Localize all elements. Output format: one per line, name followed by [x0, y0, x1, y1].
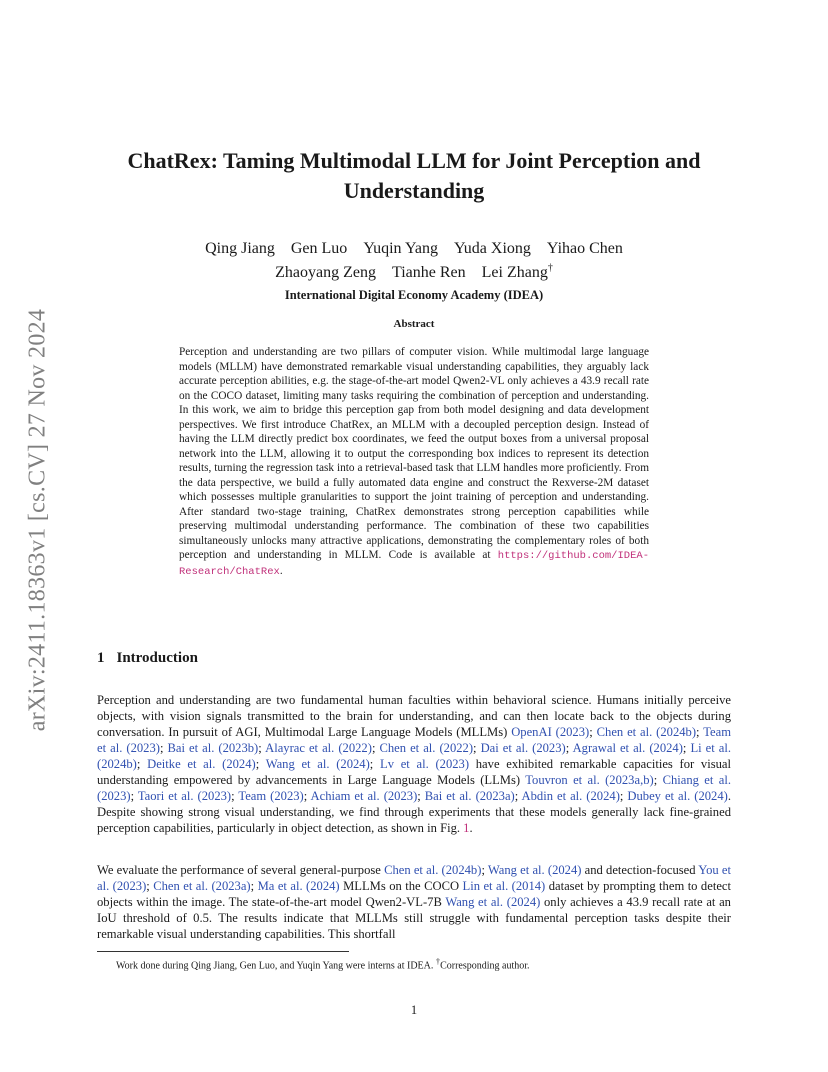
paper-title: ChatRex: Taming Multimodal LLM for Joint Perception and Understanding: [127, 148, 701, 203]
citation-link[interactable]: Taori et al. (2023): [137, 789, 232, 803]
citation-link[interactable]: OpenAI (2023): [511, 725, 590, 739]
abstract-body: Perception and understanding are two pillars of computer vision. While multimodal large language models (MLLM) have demonstrated remarkable visual understanding capabilities, they arguably lack accurate perception abilities, e.g. the stage-of-the-art model Qwen2-VL only achieves a 43.9 recall rate on the COCO dataset, limiting many tasks requiring the combination of perception and understanding. In this work, we aim to bridge this perception gap from both model designing and data development perspectives. We first introduce ChatRex, an MLLM with a decoupled perception design. Instead of having the LLM directly predict box coordinates, we feed the output boxes from a universal proposal network into the LLM, allowing it to output the corresponding box indices to represent its detection results, turning the regression task into a retrieval-based task that LLM handles more proficiently. From the data perspective, we build a fully automated data engine and construct the Rexverse-2M dataset which possesses multiple granularities to support the joint training of perception and understanding. After standard two-stage training, ChatRex demonstrates strong perception capabilities while preserving multimodal understanding performance. The combination of these two capabilities simultaneously unlocks many attractive applications, demonstrating the complementary roles of both perception and understanding in MLLM. Code is available at https://github.com/IDEA-Research/ChatRex.: [179, 346, 649, 578]
affiliation: International Digital Economy Academy (IDEA): [284, 288, 544, 302]
author: Yuda Xiong: [454, 240, 531, 257]
author: Lei Zhang†: [481, 263, 553, 282]
citation-link[interactable]: Team (2023): [238, 789, 304, 803]
author: Gen Luo: [290, 240, 348, 257]
citation-link[interactable]: Lin et al. (2014): [462, 879, 546, 893]
section-heading: [97, 650, 198, 667]
citation-link[interactable]: Deitke et al. (2024): [147, 757, 256, 771]
citation-link[interactable]: Wang et al. (2024): [487, 863, 582, 877]
authors-line-1: [140, 239, 688, 259]
citation-link[interactable]: Team et al. (2023): [97, 725, 731, 755]
footnote: Work done during Qing Jiang, Gen Luo, and Yuqin Yang were interns at IDEA. †Corresponding author.: [116, 957, 530, 972]
citation-link[interactable]: Li et al. (2024b): [97, 741, 732, 771]
citation-link[interactable]: Wang et al. (2024): [445, 895, 541, 909]
citation-link[interactable]: Alayrac et al. (2022): [265, 741, 372, 755]
citation-link[interactable]: Chen et al. (2024b): [384, 863, 482, 877]
author: Tianhe Ren: [392, 264, 466, 282]
abstract-heading: Abstract: [393, 318, 435, 330]
author-list: [140, 239, 688, 283]
author: Zhaoyang Zeng: [275, 264, 376, 282]
citation-link[interactable]: Bai et al. (2023b): [167, 741, 259, 755]
citation-link[interactable]: Chen et al. (2024b): [596, 725, 697, 739]
citation-link[interactable]: Abdin et al. (2024): [521, 789, 620, 803]
page-number: 1: [410, 1003, 418, 1017]
citation-link[interactable]: You et al. (2023): [97, 863, 731, 893]
citation-link[interactable]: Dai et al. (2023): [480, 741, 566, 755]
citation-link[interactable]: Bai et al. (2023a): [424, 789, 515, 803]
citation-link[interactable]: Dubey et al. (2024): [627, 789, 728, 803]
citation-link[interactable]: Touvron et al. (2023a,b): [525, 773, 654, 787]
intro-paragraph-1: Perception and understanding are two fundamental human faculties within behavioral science. Humans initially perceive objects, with vision signals transmitted to the brain for understanding, and can then locate back to the objects during conversation. In pursuit of AGI, Multimodal Large Language Models (MLLMs) OpenAI (2023); Chen et al. (2024b); Team et al. (2023); Bai et al. (2023b); Alayrac et al. (2022); Chen et al. (2022); Dai et al. (2023); Agrawal et al. (2024); Li et al. (2024b); Deitke et al. (2024); Wang et al. (2024); Lv et al. (2023) have exhibited remarkable capacities for visual understanding empowered by advancements in Large Language Models (LLMs) Touvron et al. (2023a,b); Chiang et al. (2023); Taori et al. (2023); Team (2023); Achiam et al. (2023); Bai et al. (2023a); Abdin et al. (2024); Dubey et al. (2024). Despite showing strong visual understanding, we find through experiments that these models generally lack fine-grained perception capabilities, particularly in object detection, as shown in Fig. 1.: [97, 693, 732, 835]
figure-ref-link[interactable]: 1: [463, 821, 470, 835]
citation-link[interactable]: Wang et al. (2024): [265, 757, 370, 771]
arxiv-stamp: [18, 280, 58, 760]
arxiv-stamp-text: arXiv:2411.18363v1 [cs.CV] 27 Nov 2024: [24, 308, 51, 732]
author: Yihao Chen: [546, 240, 623, 257]
citation-link[interactable]: Agrawal et al. (2024): [572, 741, 683, 755]
section-number: 1: [97, 650, 105, 666]
citation-link[interactable]: Chiang et al. (2023): [97, 773, 731, 803]
citation-link[interactable]: Chen et al. (2022): [379, 741, 474, 755]
intro-paragraph-2: We evaluate the performance of several general-purpose Chen et al. (2024b); Wang et al. (2024) and detection-focused You et al. (2023); Chen et al. (2023a); Ma et al. (2024) MLLMs on the COCO Lin et al. (2014) dataset by prompting them to detect objects within the image. The state-of-the-art model Qwen2-VL-7B Wang et al. (2024) only achieves a 43.9 recall rate at an IoU threshold of 0.5. The results indicate that MLLMs still struggle with fundamental perception tasks despite their remarkable visual understanding capabilities. This shortfall: [97, 863, 731, 941]
citation-link[interactable]: Achiam et al. (2023): [310, 789, 418, 803]
code-link[interactable]: https://github.com/IDEA-Research/ChatRex: [179, 550, 649, 578]
section-title: Introduction: [116, 650, 198, 666]
citation-link[interactable]: Lv et al. (2023): [380, 757, 470, 771]
citation-link[interactable]: Ma et al. (2024): [257, 879, 340, 893]
author: Yuqin Yang: [363, 240, 438, 257]
footnote-mark: †: [435, 957, 441, 966]
citation-link[interactable]: Chen et al. (2023a): [153, 879, 251, 893]
footnote-rule: [97, 951, 349, 952]
authors-line-2: [140, 259, 688, 283]
corresponding-mark: †: [547, 263, 553, 274]
author: Qing Jiang: [205, 240, 275, 257]
